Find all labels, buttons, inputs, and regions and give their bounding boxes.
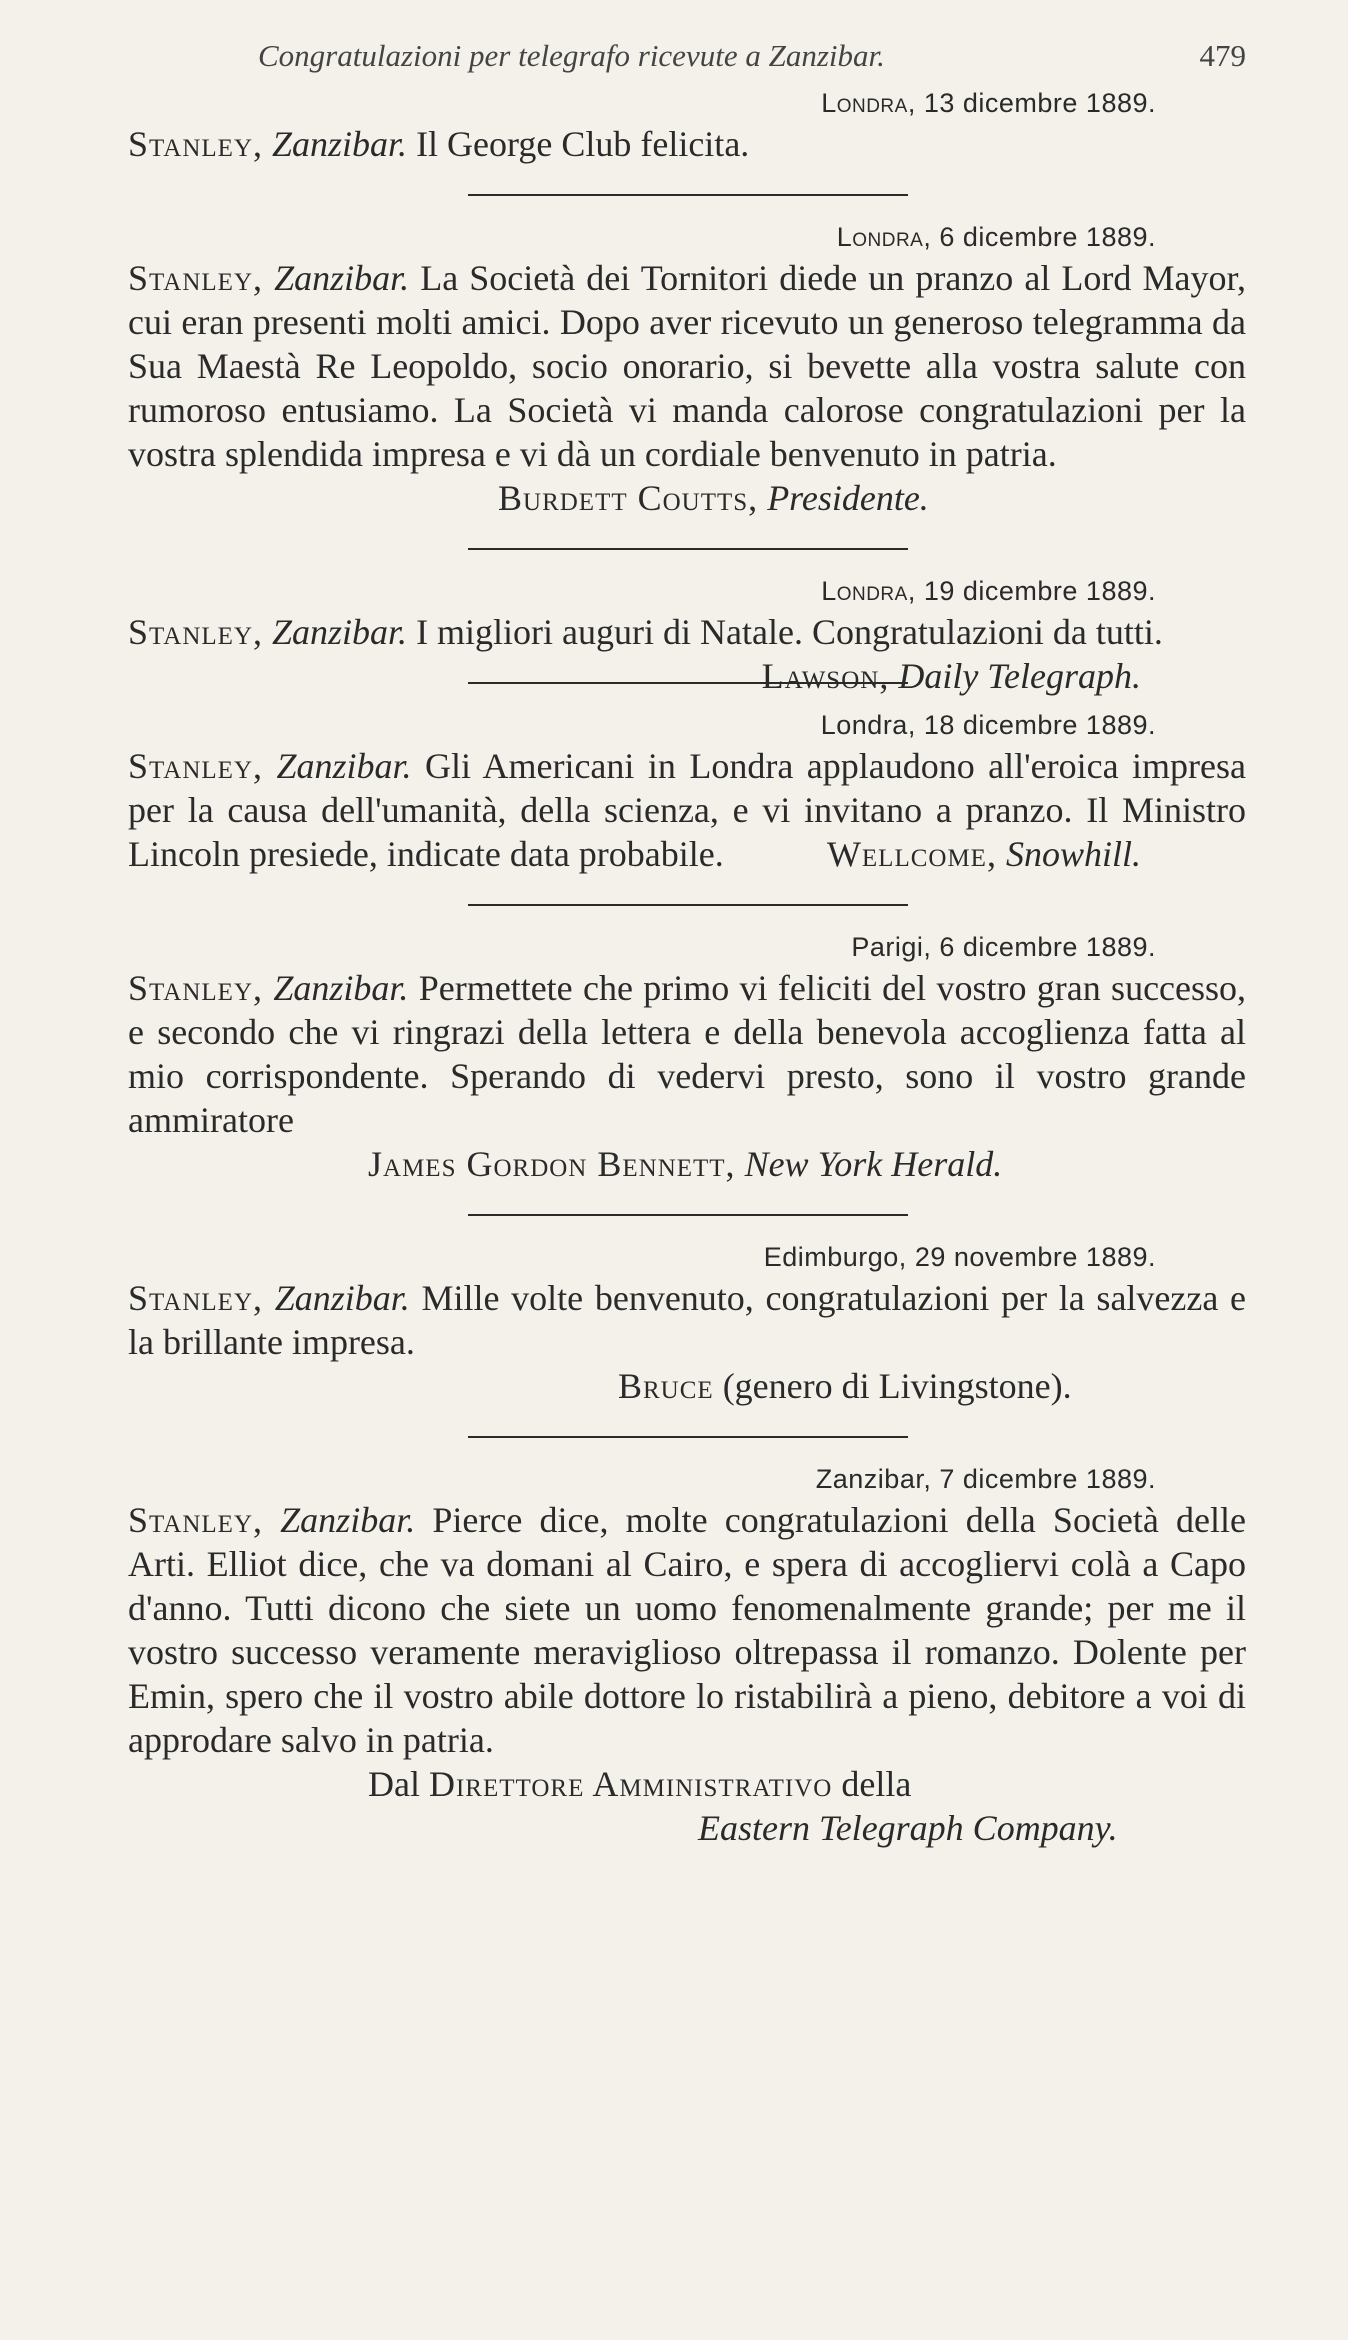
signature-title: (genero di Livingstone). bbox=[722, 1366, 1072, 1406]
divider-rule bbox=[468, 194, 908, 196]
telegram bbox=[128, 572, 1246, 696]
dateline-date: 7 dicembre 1889. bbox=[939, 1464, 1156, 1494]
addressee: Stanley, bbox=[128, 746, 263, 786]
telegram-text bbox=[128, 1276, 1246, 1364]
addressee: Stanley, bbox=[128, 258, 263, 298]
addressee: Stanley, bbox=[128, 1500, 263, 1540]
addressee-place: Zanzibar. bbox=[272, 612, 408, 652]
signature-name: James Gordon Bennett, bbox=[368, 1144, 736, 1184]
signature-suffix: della bbox=[841, 1764, 912, 1804]
dateline bbox=[128, 84, 1246, 122]
signature-title: Eastern Telegraph Company. bbox=[698, 1808, 1118, 1848]
addressee: Stanley, bbox=[128, 968, 263, 1008]
telegram bbox=[128, 218, 1246, 520]
signature-line bbox=[128, 1806, 1246, 1850]
signature bbox=[762, 654, 1246, 698]
telegram bbox=[128, 928, 1246, 1186]
dateline-city: Londra, bbox=[821, 88, 916, 118]
message: Il George Club felicita. bbox=[416, 124, 750, 164]
telegram-text bbox=[128, 256, 1246, 476]
signature-line bbox=[128, 1762, 1246, 1806]
addressee-place: Zanzibar. bbox=[276, 746, 412, 786]
dateline-city: Parigi, bbox=[851, 932, 932, 962]
signature-prefix: Dal bbox=[368, 1764, 420, 1804]
signature-name: Burdett Coutts, bbox=[498, 478, 759, 518]
addressee-place: Zanzibar. bbox=[272, 124, 408, 164]
message: Pierce dice, molte congratulazioni della Società delle Arti. Elliot dice, che va domani al Cairo, e spera di accogliervi colà a Capo d'anno. Tutti dicono che siete un uomo fenomenalmente grande; per me il vostro successo veramente meraviglioso oltrepassa il romanzo. Dolente per Emin, spero che il vostro abile dottore lo ristabilirà a pieno, debitore a voi di approdare salvo in patria. bbox=[128, 1500, 1246, 1760]
running-title: Congratulazioni per telegrafo ricevute a Zanzibar. bbox=[258, 38, 885, 73]
addressee: Stanley, bbox=[128, 124, 263, 164]
telegram-text bbox=[128, 966, 1246, 1142]
signature-name: Lawson, bbox=[761, 656, 890, 696]
dateline-date: 19 dicembre 1889. bbox=[923, 576, 1156, 606]
signature bbox=[128, 1364, 1246, 1408]
signature bbox=[128, 476, 1246, 520]
telegram-text bbox=[128, 122, 1246, 166]
addressee-place: Zanzibar. bbox=[273, 968, 409, 1008]
signature-name: Bruce bbox=[618, 1366, 714, 1406]
divider-rule bbox=[468, 1214, 908, 1216]
addressee: Stanley, bbox=[128, 612, 263, 652]
dateline bbox=[128, 706, 1246, 744]
signature-title: New York Herald. bbox=[744, 1144, 1003, 1184]
addressee-place: Zanzibar. bbox=[274, 1278, 410, 1318]
signature-title: Daily Telegraph. bbox=[898, 656, 1141, 696]
divider-rule bbox=[468, 548, 908, 550]
page bbox=[128, 30, 1246, 1850]
dateline-date: 29 novembre 1889. bbox=[914, 1242, 1156, 1272]
signature-title: Presidente. bbox=[767, 478, 929, 518]
telegram bbox=[128, 706, 1246, 876]
signature bbox=[827, 832, 1246, 876]
dateline-city: Edimburgo, bbox=[763, 1242, 907, 1272]
dateline bbox=[128, 1460, 1246, 1498]
running-head bbox=[128, 30, 1246, 84]
telegram bbox=[128, 1460, 1246, 1850]
telegram bbox=[128, 84, 1246, 166]
dateline bbox=[128, 1238, 1246, 1276]
signature-title: Snowhill. bbox=[1005, 834, 1141, 874]
signature-name: Direttore Amministrativo bbox=[428, 1764, 833, 1804]
dateline bbox=[128, 218, 1246, 256]
signature-name: Wellcome, bbox=[826, 834, 997, 874]
message: I migliori auguri di Natale. Congratulazioni da tutti. bbox=[416, 612, 1163, 652]
message: Gli Americani in Londra applaudono all'eroica impresa per la causa dell'umanità, della scienza, e vi invitano a pranzo. Il Ministro Lincoln presiede, indicate data probabile. bbox=[128, 746, 1247, 874]
dateline bbox=[128, 572, 1246, 610]
message: Mille volte benvenuto, congratulazioni per la salvezza e la brillante impresa. bbox=[128, 1278, 1247, 1362]
dateline-date: 18 dicembre 1889. bbox=[923, 710, 1156, 740]
divider-rule bbox=[468, 1436, 908, 1438]
addressee-place: Zanzibar. bbox=[280, 1500, 416, 1540]
dateline-date: 6 dicembre 1889. bbox=[939, 932, 1156, 962]
dateline-city: Zanzibar, bbox=[815, 1464, 932, 1494]
telegram-text bbox=[128, 1498, 1246, 1762]
telegram bbox=[128, 1238, 1246, 1408]
dateline-city: Londra, bbox=[821, 576, 916, 606]
addressee: Stanley, bbox=[128, 1278, 263, 1318]
signature bbox=[128, 1142, 1246, 1186]
signature bbox=[128, 1762, 1246, 1850]
message: Permettete che primo vi feliciti del vostro gran successo, e secondo che vi ringrazi della lettera e della benevola accoglienza fatta al mio corrispondente. Sperando di vedervi presto, sono il vostro grande ammiratore bbox=[128, 968, 1247, 1140]
page-number: 479 bbox=[1199, 38, 1246, 73]
telegram-text bbox=[128, 610, 1246, 696]
divider-rule bbox=[468, 904, 908, 906]
telegram-text bbox=[128, 744, 1246, 876]
dateline-city: Londra, bbox=[820, 710, 916, 740]
dateline-date: 13 dicembre 1889. bbox=[923, 88, 1156, 118]
dateline bbox=[128, 928, 1246, 966]
dateline-city: Londra, bbox=[836, 222, 932, 252]
addressee-place: Zanzibar. bbox=[274, 258, 410, 298]
message: La Società dei Tornitori diede un pranzo al Lord Mayor, cui eran presenti molti amici. Dopo aver ricevuto un generoso telegramma da Sua Maestà Re Leopoldo, socio onorario, si bevette alla vostra salute con rumoroso entusiamo. La Società vi manda calorose congratulazioni per la vostra splendida impresa e vi dà un cordiale benvenuto in patria. bbox=[128, 258, 1247, 474]
dateline-date: 6 dicembre 1889. bbox=[939, 222, 1156, 252]
